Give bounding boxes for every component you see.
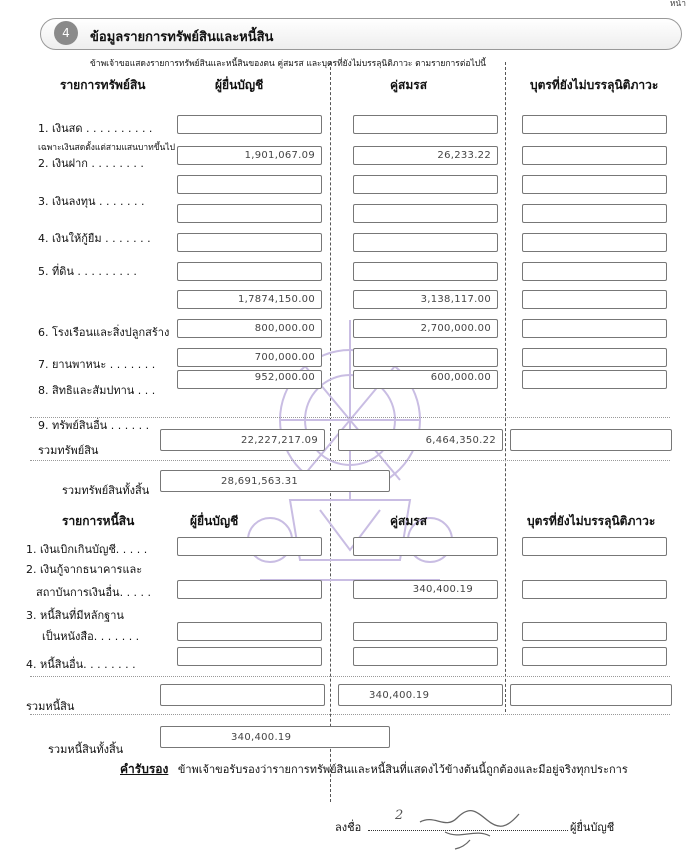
page-number: หน้า <box>669 0 686 9</box>
liability-items-header: รายการหนี้สิน <box>62 514 135 528</box>
asset-children-field[interactable] <box>522 319 667 338</box>
asset-children-field[interactable] <box>522 348 667 367</box>
liability-label: 2. เงินกู้จากธนาคารและ <box>26 563 143 576</box>
liability-declarant-header: ผู้ยื่นบัญชี <box>190 514 239 528</box>
assets-grand-total-label: รวมทรัพย์สินทั้งสิ้น <box>62 484 150 497</box>
assets-total-children-field[interactable] <box>510 429 672 451</box>
liabilities-total-label: รวมหนี้สิน <box>26 700 75 713</box>
liability-declarant-field[interactable] <box>177 580 322 599</box>
signature-suffix: ผู้ยื่นบัญชี <box>570 821 615 834</box>
asset-children-field[interactable] <box>522 204 667 223</box>
asset-declarant-field[interactable]: 952,000.00 <box>177 370 322 389</box>
liabilities-total-declarant-field[interactable] <box>160 684 325 706</box>
liability-label: 1. เงินเบิกเกินบัญชี. . . . . <box>26 543 148 556</box>
signature-prefix: ลงชื่อ <box>335 821 362 834</box>
intro-text: ข้าพเจ้าขอแสดงรายการทรัพย์สินและหนี้สินของตน คู่สมรส และบุตรที่ยังไม่บรรลุนิติภาวะ ตามรายการต่อไปนี้ <box>90 59 486 69</box>
asset-spouse-field[interactable]: 600,000.00 <box>353 370 498 389</box>
liability-children-field[interactable] <box>522 537 667 556</box>
asset-declarant-field[interactable]: 1,7874,150.00 <box>177 290 322 309</box>
assets-total-spouse-field[interactable]: 6,464,350.22 <box>338 429 503 451</box>
section-title: ข้อมูลรายการทรัพย์สินและหนี้สิน <box>90 30 274 45</box>
asset-spouse-field[interactable] <box>353 233 498 252</box>
asset-children-field[interactable] <box>522 290 667 309</box>
asset-items-header: รายการทรัพย์สิน <box>60 78 146 92</box>
asset-declarant-field[interactable]: 700,000.00 <box>177 348 322 367</box>
liabilities-grand-total-field[interactable]: 340,400.19 <box>160 726 390 748</box>
handwritten-signature-icon <box>415 800 525 850</box>
asset-declarant-field[interactable]: 1,901,067.09 <box>177 146 322 165</box>
signature-number: 2 <box>395 808 404 823</box>
liability-label-cont: เป็นหนังสือ. . . . . . . <box>42 630 140 643</box>
certification <box>120 760 628 779</box>
liability-children-field[interactable] <box>522 580 667 599</box>
asset-label: 6. โรงเรือนและสิ่งปลูกสร้าง <box>38 326 170 339</box>
liability-declarant-field[interactable] <box>177 647 322 666</box>
asset-children-field[interactable] <box>522 115 667 134</box>
liability-spouse-field[interactable] <box>353 537 498 556</box>
asset-children-field[interactable] <box>522 175 667 194</box>
assets-total-label: รวมทรัพย์สิน <box>38 444 99 457</box>
asset-label: 9. ทรัพย์สินอื่น . . . . . . <box>38 419 150 432</box>
divider <box>30 676 670 677</box>
asset-children-field[interactable] <box>522 233 667 252</box>
liability-spouse-field[interactable]: 340,400.19 <box>353 580 498 599</box>
asset-label: 5. ที่ดิน . . . . . . . . . <box>38 265 137 278</box>
asset-spouse-field[interactable] <box>353 204 498 223</box>
liability-spouse-header: คู่สมรส <box>390 514 428 528</box>
asset-spouse-field[interactable] <box>353 175 498 194</box>
liability-label-cont: สถาบันการเงินอื่น. . . . . <box>36 586 152 599</box>
certification-text: ข้าพเจ้าขอรับรองว่ารายการทรัพย์สินและหนี้สินที่แสดงไว้ข้างต้นนี้ถูกต้องและมีอยู่จริงทุกประการ <box>177 763 628 776</box>
asset-children-field[interactable] <box>522 262 667 281</box>
asset-label: 8. สิทธิและสัมปทาน . . . <box>38 384 156 397</box>
asset-spouse-field[interactable]: 2,700,000.00 <box>353 319 498 338</box>
asset-spouse-field[interactable]: 3,138,117.00 <box>353 290 498 309</box>
asset-declarant-field[interactable] <box>177 115 322 134</box>
divider <box>30 714 670 715</box>
liability-label: 4. หนี้สินอื่น. . . . . . . . <box>26 658 136 671</box>
asset-declarant-field[interactable] <box>177 262 322 281</box>
divider <box>30 417 670 418</box>
liabilities-grand-total-label: รวมหนี้สินทั้งสิ้น <box>48 743 124 756</box>
asset-declarant-field[interactable] <box>177 233 322 252</box>
asset-declarant-field[interactable] <box>177 175 322 194</box>
liability-spouse-field[interactable] <box>353 622 498 641</box>
asset-declarant-header: ผู้ยื่นบัญชี <box>215 78 264 92</box>
asset-label: 4. เงินให้กู้ยืม . . . . . . . <box>38 232 151 245</box>
assets-total-declarant-field[interactable]: 22,227,217.09 <box>160 429 325 451</box>
asset-label: 2. เงินฝาก . . . . . . . . <box>38 157 144 170</box>
liability-children-field[interactable] <box>522 622 667 641</box>
section-number: 4 <box>62 26 70 40</box>
asset-spouse-field[interactable] <box>353 115 498 134</box>
asset-spouse-field[interactable] <box>353 262 498 281</box>
certification-heading: คำรับรอง <box>120 762 169 776</box>
liabilities-total-children-field[interactable] <box>510 684 672 706</box>
section-number-circle <box>54 21 78 45</box>
asset-label: 7. ยานพาหนะ . . . . . . . <box>38 358 156 371</box>
asset-label: 3. เงินลงทุน . . . . . . . <box>38 195 145 208</box>
asset-spouse-header: คู่สมรส <box>390 78 428 92</box>
asset-children-header: บุตรที่ยังไม่บรรลุนิติภาวะ <box>530 78 659 92</box>
deposit-note: เฉพาะเงินสดตั้งแต่สามแสนบาทขึ้นไป <box>38 143 175 153</box>
liability-label: 3. หนี้สินที่มีหลักฐาน <box>26 609 124 622</box>
liabilities-total-spouse-field[interactable]: 340,400.19 <box>338 684 503 706</box>
column-divider <box>505 62 506 712</box>
asset-label: 1. เงินสด . . . . . . . . . . <box>38 122 153 135</box>
liability-children-field[interactable] <box>522 647 667 666</box>
liability-declarant-field[interactable] <box>177 537 322 556</box>
asset-declarant-field[interactable] <box>177 204 322 223</box>
asset-spouse-field[interactable]: 26,233.22 <box>353 146 498 165</box>
divider <box>30 460 670 461</box>
liability-children-header: บุตรที่ยังไม่บรรลุนิติภาวะ <box>527 514 656 528</box>
liability-spouse-field[interactable] <box>353 647 498 666</box>
asset-children-field[interactable] <box>522 146 667 165</box>
asset-spouse-field[interactable] <box>353 348 498 367</box>
asset-children-field[interactable] <box>522 370 667 389</box>
liability-declarant-field[interactable] <box>177 622 322 641</box>
asset-declarant-field[interactable]: 800,000.00 <box>177 319 322 338</box>
assets-grand-total-field[interactable]: 28,691,563.31 <box>160 470 390 492</box>
